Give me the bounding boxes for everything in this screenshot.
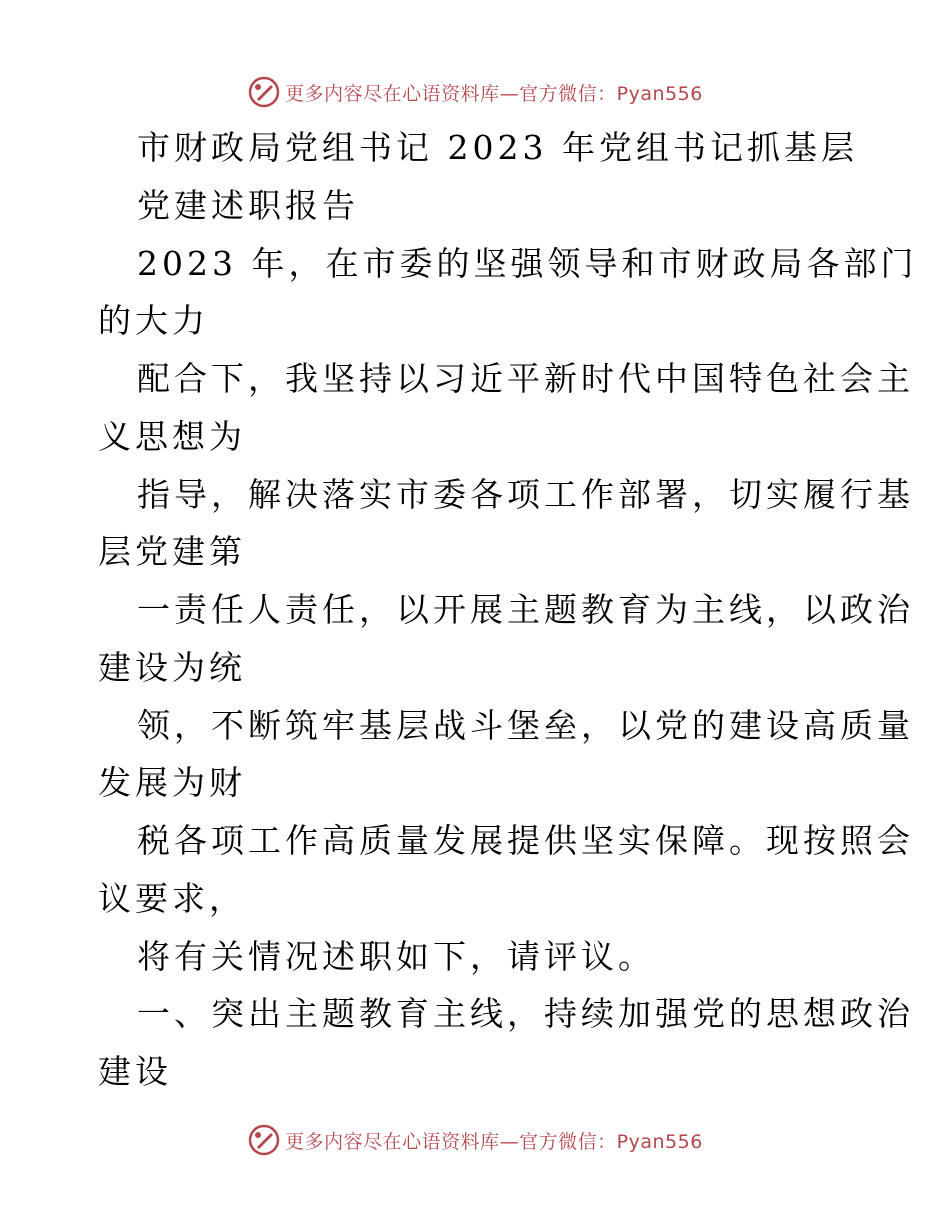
text-line: 将有关情况述职如下，请评议。 — [137, 937, 655, 976]
header-watermark-text: 更多内容尽在心语资料库—官方微信：Pyan556 — [285, 82, 703, 105]
text-line: 配合下，我坚持以习近平新时代中国特色社会主 — [137, 359, 914, 398]
text-line: 议要求， — [98, 879, 246, 918]
text-line: 一责任人责任，以开展主题教育为主线，以政治 — [137, 590, 914, 629]
text-line: 市财政局党组书记 2023 年党组书记抓基层 — [137, 128, 858, 167]
text-line: 领，不断筑牢基层战斗堡垒，以党的建设高质量 — [137, 706, 914, 745]
text-line: 党建述职报告 — [137, 186, 359, 225]
text-line: 指导，解决落实市委各项工作部署，切实履行基 — [137, 475, 914, 514]
text-line: 层党建第 — [98, 532, 246, 571]
text-line: 的大力 — [98, 301, 209, 340]
text-line: 2023 年，在市委的坚强领导和市财政局各部门 — [137, 244, 918, 283]
text-line: 义思想为 — [98, 417, 246, 456]
text-line: 建设 — [98, 1052, 172, 1091]
text-line: 建设为统 — [98, 648, 246, 687]
text-line: 发展为财 — [98, 763, 246, 802]
text-line: 税各项工作高质量发展提供坚实保障。现按照会 — [137, 821, 914, 860]
pen-logo-icon — [247, 1123, 281, 1157]
footer-watermark-banner — [0, 1120, 950, 1160]
footer-watermark-text: 更多内容尽在心语资料库—官方微信：Pyan556 — [285, 1130, 703, 1153]
text-line: 一、突出主题教育主线，持续加强党的思想政治 — [137, 994, 914, 1033]
